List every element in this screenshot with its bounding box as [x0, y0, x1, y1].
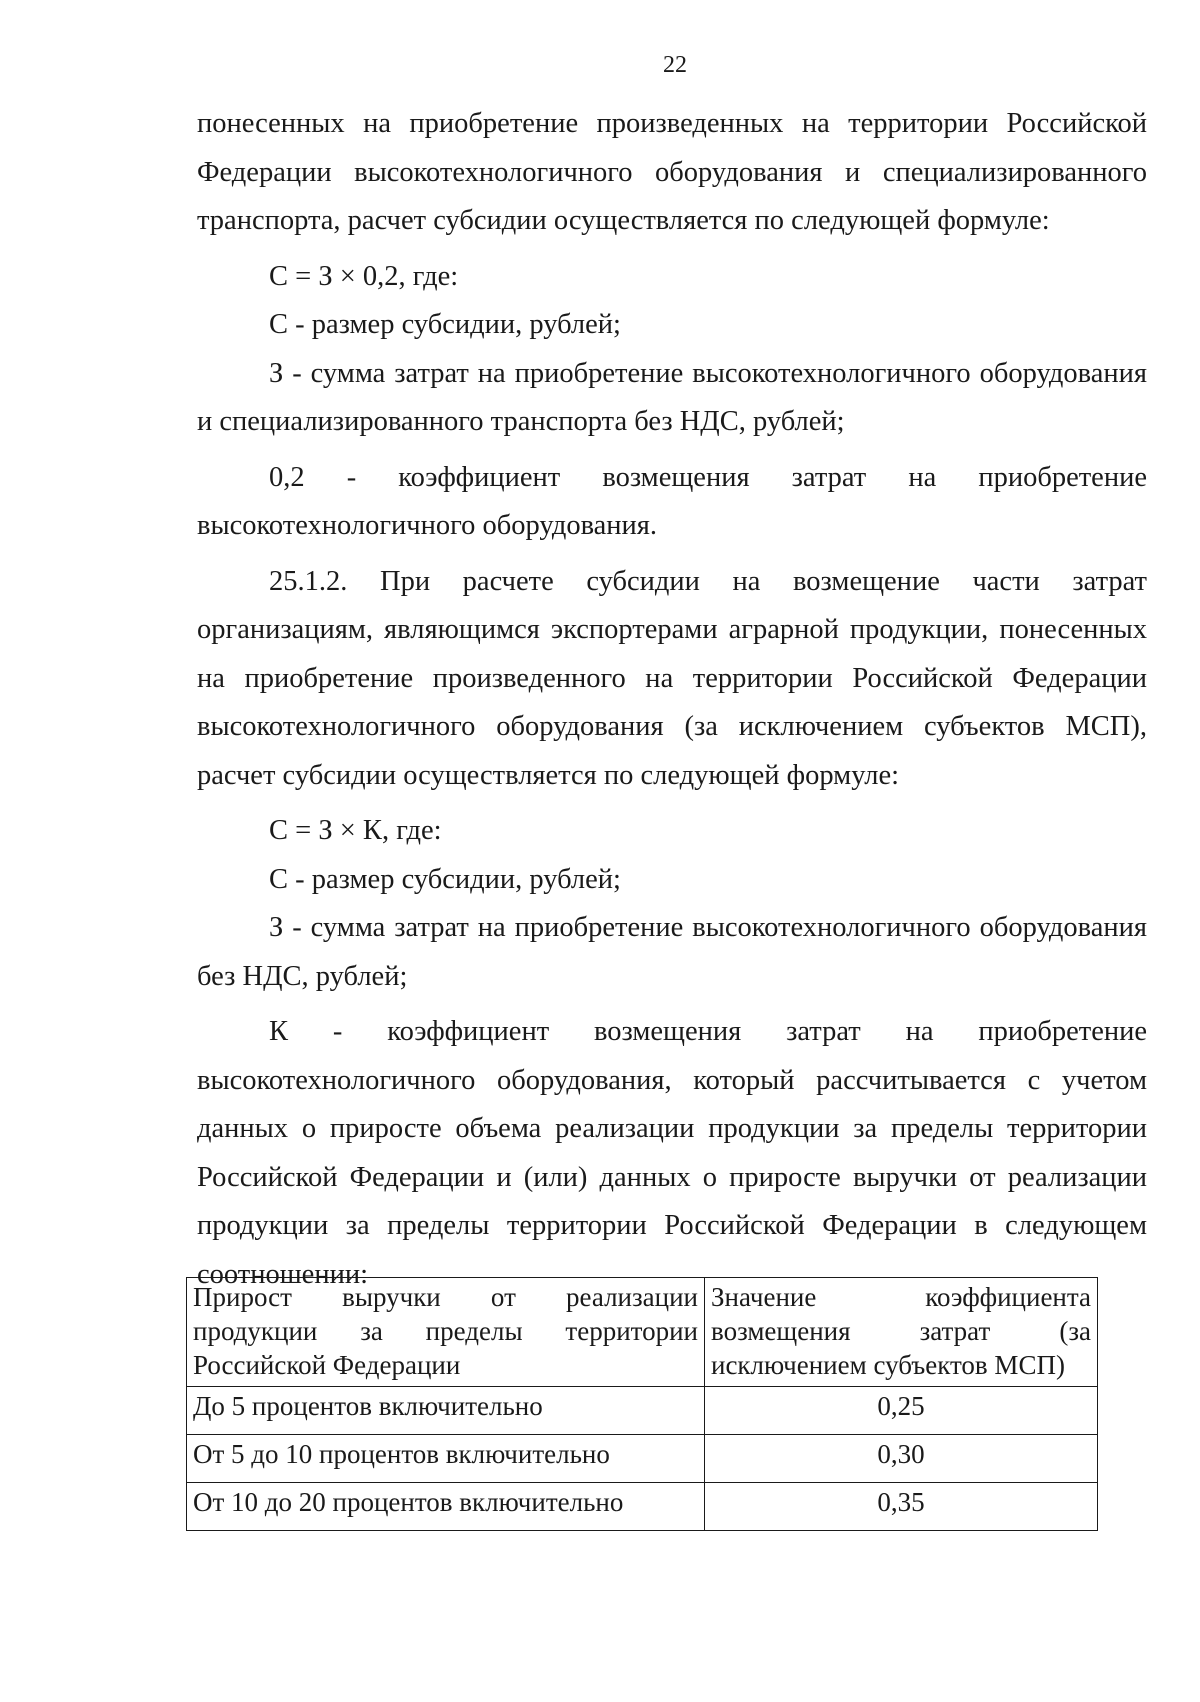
table-row: [187, 1435, 1098, 1483]
coefficient-table-wrap: [186, 1277, 1098, 1531]
text-line: 25.1.2. При расчете субсидии на возмещение части затрат: [269, 565, 1147, 597]
header-text: возмещения затрат (за: [711, 1316, 1091, 1346]
text-line: К - коэффициент возмещения затрат на приобретение: [269, 1016, 1147, 1047]
header-cell-coefficient: [705, 1278, 1098, 1387]
header-cell-revenue-growth: [187, 1278, 705, 1387]
header-text: Значение коэффициента: [711, 1282, 1091, 1312]
header-text: Прирост выручки от реализации: [193, 1282, 698, 1312]
text-line: соотношении:: [197, 1258, 368, 1290]
text-line: организациям, являющимся экспортерами аграрной продукции, понесенных: [197, 614, 1147, 645]
text-line: расчет субсидии осуществляется по следующей формуле:: [197, 759, 900, 791]
text-line: транспорта, расчет субсидии осуществляется по следующей формуле:: [197, 205, 1050, 236]
range-cell: До 5 процентов включительно: [187, 1387, 705, 1435]
header-text: Российской Федерации: [193, 1350, 461, 1380]
text-line: С - размер субсидии, рублей;: [269, 309, 621, 340]
header-text: продукции за пределы территории: [193, 1316, 698, 1346]
text-line: понесенных на приобретение произведенных на территории Российской: [197, 108, 1147, 139]
text-line: С - размер субсидии, рублей;: [269, 863, 621, 895]
text-line: Российской Федерации и (или) данных о приросте выручки от реализации: [197, 1161, 1147, 1193]
text-line: и специализированного транспорта без НДС, рублей;: [197, 406, 845, 437]
coefficient-table: [186, 1277, 1098, 1531]
text-line: высокотехнологичного оборудования, который рассчитывается с учетом: [197, 1064, 1147, 1096]
page-number: 22: [663, 52, 687, 78]
value-cell: 0,35: [705, 1483, 1098, 1531]
text-line: Федерации высокотехнологичного оборудования и специализированного: [197, 156, 1147, 188]
text-line: С = З × 0,2, где:: [269, 260, 459, 292]
range-cell: От 5 до 10 процентов включительно: [187, 1435, 705, 1483]
text-line: без НДС, рублей;: [197, 960, 408, 992]
text-line: высокотехнологичного оборудования (за исключением субъектов МСП),: [197, 711, 1147, 742]
table-header-row: [187, 1278, 1098, 1387]
range-cell: От 10 до 20 процентов включительно: [187, 1483, 705, 1531]
text-line: на приобретение произведенного на территории Российской Федерации: [197, 662, 1147, 694]
text-line: З - сумма затрат на приобретение высокотехнологичного оборудования: [269, 357, 1147, 389]
text-line: данных о приросте объема реализации продукции за пределы территории: [197, 1113, 1147, 1144]
header-text: исключением субъектов МСП): [711, 1350, 1065, 1380]
text-line: З - сумма затрат на приобретение высокотехнологичного оборудования: [269, 912, 1147, 943]
document-body: [197, 100, 1147, 1299]
text-line: высокотехнологичного оборудования.: [197, 510, 658, 541]
value-cell: 0,25: [705, 1387, 1098, 1435]
table-row: [187, 1387, 1098, 1435]
value-cell: 0,30: [705, 1435, 1098, 1483]
text-line: С = З × К, где:: [269, 815, 442, 846]
text-line: продукции за пределы территории Российской Федерации в следующем: [197, 1210, 1147, 1241]
text-line: 0,2 - коэффициент возмещения затрат на приобретение: [269, 461, 1147, 493]
table-row: [187, 1483, 1098, 1531]
